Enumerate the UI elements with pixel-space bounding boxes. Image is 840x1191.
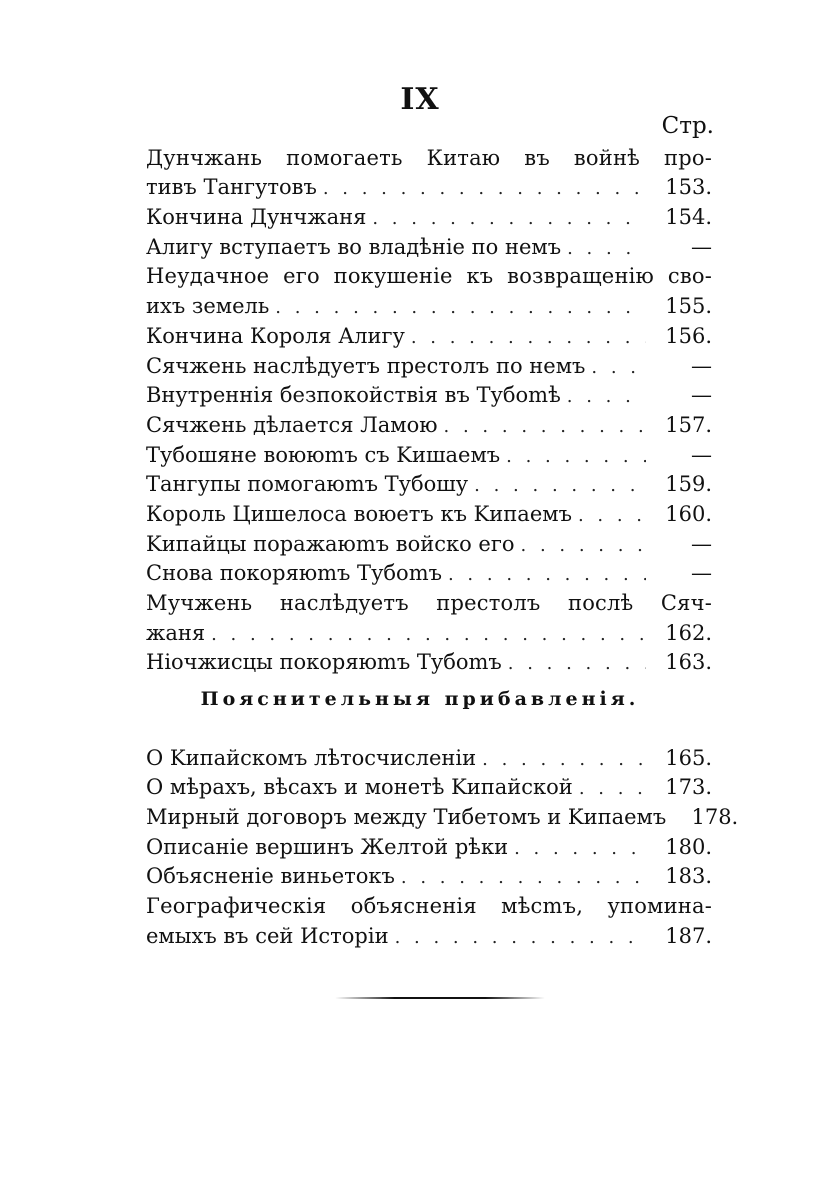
section-title: Пояснительныя прибавленія. bbox=[200, 688, 640, 710]
toc-entry-text: Мирный договоръ между Тибетомъ и Kипаемъ bbox=[146, 805, 667, 830]
toc-entry-text: Неудачное его покушеніе къ возвращенію сво- bbox=[146, 264, 712, 289]
toc-page-number: 180. bbox=[665, 834, 712, 859]
toc-page-number: — bbox=[691, 234, 712, 259]
toc-entry bbox=[146, 229, 712, 259]
toc-entry-text: ихъ земель bbox=[146, 294, 270, 319]
toc-page-number: 153. bbox=[665, 175, 712, 200]
dot-leader bbox=[401, 867, 646, 888]
dot-leader bbox=[448, 564, 646, 585]
toc-entry-text: Кончина Короля Алигу bbox=[146, 323, 405, 348]
toc-page-number: 156. bbox=[665, 323, 712, 348]
toc-entry bbox=[146, 170, 712, 200]
toc-entry-continued bbox=[146, 585, 712, 615]
page-roman-numeral: IX bbox=[400, 82, 440, 117]
toc-entry-text: О мѣрахъ, вѣсахъ и монетѣ Kипайской bbox=[146, 775, 573, 800]
toc-page-number: 187. bbox=[665, 923, 712, 948]
toc-entry-text: Kипайцы поражаюmъ войско его bbox=[146, 531, 515, 556]
toc-page-number: 178. bbox=[691, 805, 739, 830]
dot-leader bbox=[211, 624, 646, 645]
toc-entry-text: Король Цишелоса воюетъ къ Kипаемъ bbox=[146, 501, 572, 526]
toc-entry bbox=[146, 918, 712, 948]
toc-entry bbox=[146, 199, 712, 229]
dot-leader bbox=[444, 416, 646, 437]
toc-entry bbox=[146, 615, 712, 645]
toc-page-number: 163. bbox=[665, 650, 712, 675]
toc-entry bbox=[146, 799, 739, 830]
toc-entry-text: Алигу вступаетъ во владѣніе по немъ bbox=[146, 234, 562, 259]
closing-ornament-rule bbox=[335, 995, 545, 998]
toc-page-number: 165. bbox=[665, 745, 712, 770]
toc-page-number: 157. bbox=[665, 412, 712, 437]
toc-entry-text: Тангупы помогаюmъ Тубошу bbox=[146, 472, 469, 497]
toc-entry-text: тивъ Тангутовъ bbox=[146, 175, 317, 200]
toc-entry-continued bbox=[146, 140, 712, 170]
toc-page-number: 159. bbox=[665, 472, 712, 497]
dot-leader bbox=[474, 475, 646, 496]
toc-entry-text: Снова покоряюmъ Тубоmъ bbox=[146, 561, 442, 586]
toc-entry bbox=[146, 496, 712, 526]
toc-entry bbox=[146, 859, 712, 889]
toc-page-number: 173. bbox=[665, 775, 712, 800]
dot-leader bbox=[579, 778, 646, 799]
toc-entry-text: Кончина Дунчжаня bbox=[146, 205, 367, 230]
dot-leader bbox=[323, 178, 646, 199]
toc-entry bbox=[146, 378, 712, 408]
dot-leader bbox=[275, 297, 646, 318]
toc-page-number: 154. bbox=[665, 205, 712, 230]
toc-entry bbox=[146, 467, 712, 497]
table-of-contents-main bbox=[146, 140, 712, 674]
toc-page-number: 162. bbox=[665, 620, 712, 645]
toc-entry-text: Дунчжань помогаеть Китаю въ войнѣ про- bbox=[146, 145, 712, 170]
dot-leader bbox=[372, 208, 646, 229]
dot-leader bbox=[514, 838, 646, 859]
toc-entry-text: Сячжень дѣлается Ламою bbox=[146, 412, 438, 437]
toc-entry bbox=[146, 556, 712, 586]
table-of-contents-appendix bbox=[146, 740, 739, 948]
toc-entry-text: Сячжень наслѣдуетъ престолъ по немъ bbox=[146, 353, 586, 378]
toc-entry-text: Тубошяне воююmъ съ Kишаемъ bbox=[146, 442, 501, 467]
toc-page-number: — bbox=[691, 353, 712, 378]
toc-entry-text: Ніочжисцы покоряюmъ Тубоmъ bbox=[146, 650, 502, 675]
dot-leader bbox=[395, 927, 646, 948]
toc-entry bbox=[146, 526, 712, 556]
toc-entry bbox=[146, 740, 712, 770]
toc-entry-text: Описаніе вершинъ Желтой рѣки bbox=[146, 834, 509, 859]
toc-entry bbox=[146, 645, 712, 675]
dot-leader bbox=[521, 535, 646, 556]
dot-leader bbox=[567, 386, 646, 407]
toc-entry-continued bbox=[146, 259, 712, 289]
dot-leader bbox=[508, 653, 646, 674]
toc-entry-text: Географическія объясненія мѣсmъ, упомина- bbox=[146, 894, 712, 919]
toc-entry-continued bbox=[146, 888, 712, 918]
toc-entry bbox=[146, 318, 712, 348]
toc-entry bbox=[146, 829, 712, 859]
toc-entry-text: Мучжень наслѣдуетъ престолъ послѣ Сяч- bbox=[146, 591, 712, 615]
toc-entry-text: Объясненіе виньетокъ bbox=[146, 864, 395, 889]
toc-page-number: — bbox=[691, 442, 712, 467]
dot-leader bbox=[506, 446, 646, 467]
toc-page-number: 155. bbox=[665, 294, 712, 319]
toc-entry-text: жаня bbox=[146, 620, 206, 645]
toc-entry bbox=[146, 437, 712, 467]
toc-page-number: 160. bbox=[665, 501, 712, 526]
toc-entry bbox=[146, 407, 712, 437]
dot-leader bbox=[411, 327, 646, 348]
toc-entry-text: Внутреннія безпокойствія въ Тубоmѣ bbox=[146, 383, 561, 408]
toc-page-number: — bbox=[691, 383, 712, 408]
toc-entry bbox=[146, 770, 712, 800]
dot-leader bbox=[482, 749, 646, 770]
toc-page-number: — bbox=[691, 561, 712, 586]
toc-page-number: 183. bbox=[665, 864, 712, 889]
dot-leader bbox=[578, 505, 646, 526]
toc-entry bbox=[146, 288, 712, 318]
toc-entry-text: О Kипайскомъ лѣтосчисленіи bbox=[146, 745, 477, 770]
toc-page-number: — bbox=[691, 531, 712, 556]
dot-leader bbox=[591, 357, 646, 378]
toc-entry bbox=[146, 348, 712, 378]
toc-entry-text: емыхъ въ сей Исторіи bbox=[146, 923, 389, 948]
page-column-label: Стр. bbox=[661, 113, 714, 139]
dot-leader bbox=[567, 238, 646, 259]
